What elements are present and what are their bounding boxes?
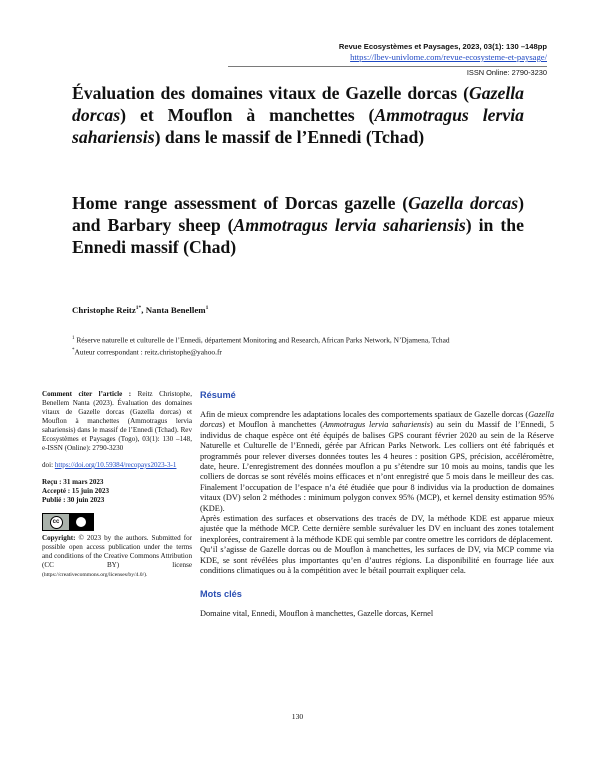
issn-label: ISSN Online: 2790-3230 (466, 68, 547, 77)
author-list: Christophe Reitz$^{1*}$, Nanta Benellem$^1$ (72, 305, 209, 315)
affiliation: $^1$ Réserve naturelle et culturelle de l’Ennedi, département Monitoring and Research, African Parks Network, N’Djamena, Tchad (72, 335, 450, 345)
affiliation-block (72, 333, 512, 358)
abstract-paragraph: Afin de mieux comprendre les adaptations locales des comportements spatiaux de Gazelle dorcas (Gazella dorcas) et Mouflon à manchettes (Ammotragus lervia sahariensis) au sein du Massif de l’Ennedi, 5 individus de chaque espèce ont été équipés de balises GPS courant février 2020 au sein de la Réserve Naturelle et Culturelle de l’Ennedi, gérée par African Parks Network. Les colliers ont été fabriqués et programmés pour relever diverses données toutes les 4 heures : position GPS, précision, accéléromètre, date, heure. L’enregistrement des données mouflon a pu s’étendre sur 10 mois au moins, tandis que les colliers de dorcas se sont révélés moins efficaces et n’ont enregistré que 5 mois dans le meilleur des cas. Finalement l’occupation de l’espace n’a été étudiée que pour 8 individus via la production de domaines vitaux (DV) selon 2 méthodes : minimum polygon convex 95% (MCP), et kernel density estimation 95% (KDE). (200, 410, 554, 513)
abstract-heading: Résumé (200, 390, 236, 400)
copyright-note: Copyright: © 2023 by the authors. Submitted for possible open access publication under the terms and conditions of the Creative Commons Attribution (CC BY) license (https://creativecommons.org/licenses/by/4.0/). (42, 534, 192, 578)
received-date: Reçu : 31 mars 2023 (42, 478, 104, 486)
page-number: 130 (291, 712, 304, 721)
author-name: Nanta Benellem (145, 305, 206, 315)
journal-header (339, 42, 547, 62)
title-english: Home range assessment of Dorcas gazelle (Gazella dorcas) and Barbary sheep (Ammotragus lervia sahariensis) in the Ennedi massif (Chad) (72, 193, 524, 257)
article-sidebar (42, 390, 192, 580)
abstract-body (200, 410, 554, 577)
article-dates (42, 478, 192, 505)
cc-license-logo (42, 513, 94, 531)
title-french: Évaluation des domaines vitaux de Gazelle dorcas (Gazella dorcas) et Mouflon à manchettes (Ammotragus lervia sahariensis) dans le massif de l’Ennedi (Tchad) (72, 83, 524, 147)
citation-note: Comment citer l’article : Reitz Christophe, Benellem Nanta (2023). Évaluation des domaines vitaux de Gazelle dorcas (Gazella dorcas) et Mouflon à manchettes (Ammotragus lervia sahariensis) dans le massif de l’Ennedi (Tchad). Rev Ecosystèmes et Paysages (Togo), 03(1): 130 –148, e-ISSN (Online): 2790-3230 (42, 390, 192, 452)
keywords-text: Domaine vital, Ennedi, Mouflon à manchettes, Gazelle dorcas, Kernel (200, 608, 434, 618)
corresponding-author: *Auteur correspondant : reitz.christophe@yahoo.fr (72, 347, 222, 357)
abstract-section (200, 390, 554, 618)
journal-url-link[interactable]: https://lbev-univlome.com/revue-ecosysteme-et-paysage/ (350, 52, 547, 62)
license-url: (https://creativecommons.org/licenses/by/4.0/). (42, 572, 148, 578)
doi-line: doi: https://doi.org/10.59384/recopays2023-3-1 (42, 461, 177, 469)
journal-citation: Revue Ecosystèmes et Paysages, 2023, 03(1): 130 –148pp (338, 42, 547, 51)
cc-icon: cc (50, 516, 63, 529)
by-icon (76, 517, 86, 527)
doi-link[interactable]: https://doi.org/10.59384/recopays2023-3-1 (54, 461, 177, 469)
author-name: Christophe Reitz (72, 305, 136, 315)
abstract-paragraph: Après estimation des surfaces et observations des tracés de DV, la méthode KDE est apparue mieux ajustée que la méthode MCP. Cette dernière semble surévaluer les DV en incluant des zones totalement inexplorées, contrairement à la méthode KDE qui semble par contre omettre les corridors de déplacement. (200, 514, 554, 544)
keywords-heading: Mots clés (200, 588, 242, 599)
accepted-date: Accepté : 15 juin 2023 (42, 487, 109, 495)
abstract-paragraph: Qu’il s’agisse de Gazelle dorcas ou de Mouflon à manchettes, les surfaces de DV, via MCP comme via KDE, se sont révélées plus importantes qu’en d’autres régions. La disponibilité en fourrage liée aux conditions climatiques ou à la compétition avec le bétail pourrait expliquer cela. (200, 545, 554, 576)
header-divider (228, 66, 547, 67)
published-date: Publié : 30 juin 2023 (42, 496, 105, 504)
